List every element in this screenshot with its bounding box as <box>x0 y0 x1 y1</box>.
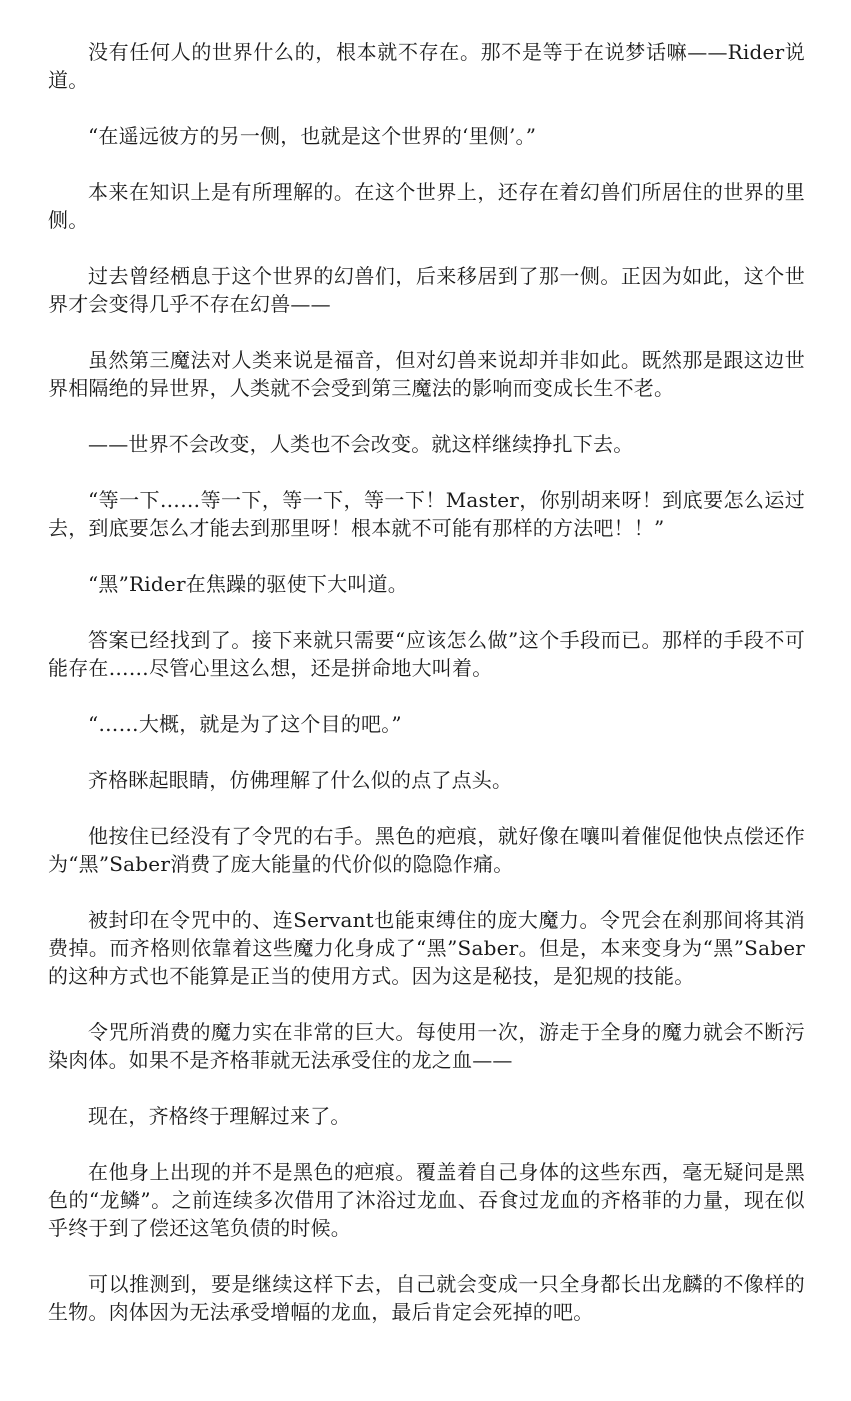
paragraph: 在他身上出现的并不是黑色的疤痕。覆盖着自己身体的这些东西，毫无疑问是黑色的“龙鳞”。之前连续多次借用了沐浴过龙血、吞食过龙血的齐格菲的力量，现在似乎终于到了偿还这笔负债的时候。 <box>48 1160 805 1240</box>
paragraph: 他按住已经没有了令咒的右手。黑色的疤痕，就好像在嚷叫着催促他快点偿还作为“黑”Saber消费了庞大能量的代价似的隐隐作痛。 <box>48 824 805 876</box>
paragraph: 齐格眯起眼睛，仿佛理解了什么似的点了点头。 <box>88 768 513 792</box>
paragraph: 答案已经找到了。接下来就只需要“应该怎么做”这个手段而已。那样的手段不可能存在……尽管心里这么想，还是拼命地大叫着。 <box>48 628 805 680</box>
paragraph: “黑”Rider在焦躁的驱使下大叫道。 <box>88 572 408 596</box>
paragraph: 没有任何人的世界什么的，根本就不存在。那不是等于在说梦话嘛——Rider说道。 <box>48 40 805 92</box>
paragraph: 被封印在令咒中的、连Servant也能束缚住的庞大魔力。令咒会在刹那间将其消费掉。而齐格则依靠着这些魔力化身成了“黑”Saber。但是，本来变身为“黑”Saber的这种方式也不能算是正当的使用方式。因为这是秘技，是犯规的技能。 <box>48 908 805 988</box>
paragraph: ——世界不会改变，人类也不会改变。就这样继续挣扎下去。 <box>88 432 634 456</box>
paragraph: “……大概，就是为了这个目的吧。” <box>88 712 402 736</box>
paragraph: 令咒所消费的魔力实在非常的巨大。每使用一次，游走于全身的魔力就会不断污染肉体。如果不是齐格菲就无法承受住的龙之血—— <box>48 1020 805 1072</box>
paragraph: 虽然第三魔法对人类来说是福音，但对幻兽来说却并非如此。既然那是跟这边世界相隔绝的异世界，人类就不会受到第三魔法的影响而变成长生不老。 <box>48 348 805 400</box>
paragraph: 现在，齐格终于理解过来了。 <box>88 1104 351 1128</box>
paragraph: 本来在知识上是有所理解的。在这个世界上，还存在着幻兽们所居住的世界的里侧。 <box>48 180 805 232</box>
paragraph: 可以推测到，要是继续这样下去，自己就会变成一只全身都长出龙麟的不像样的生物。肉体因为无法承受增幅的龙血，最后肯定会死掉的吧。 <box>48 1272 805 1324</box>
paragraph: “等一下……等一下，等一下，等一下！Master，你别胡来呀！到底要怎么运过去，到底要怎么才能去到那里呀！根本就不可能有那样的方法吧！！” <box>48 488 805 540</box>
paragraph: 过去曾经栖息于这个世界的幻兽们，后来移居到了那一侧。正因为如此，这个世界才会变得几乎不存在幻兽—— <box>48 264 805 316</box>
document-page <box>48 38 805 1354</box>
paragraph: “在遥远彼方的另一侧，也就是这个世界的‘里侧’。” <box>88 124 537 148</box>
